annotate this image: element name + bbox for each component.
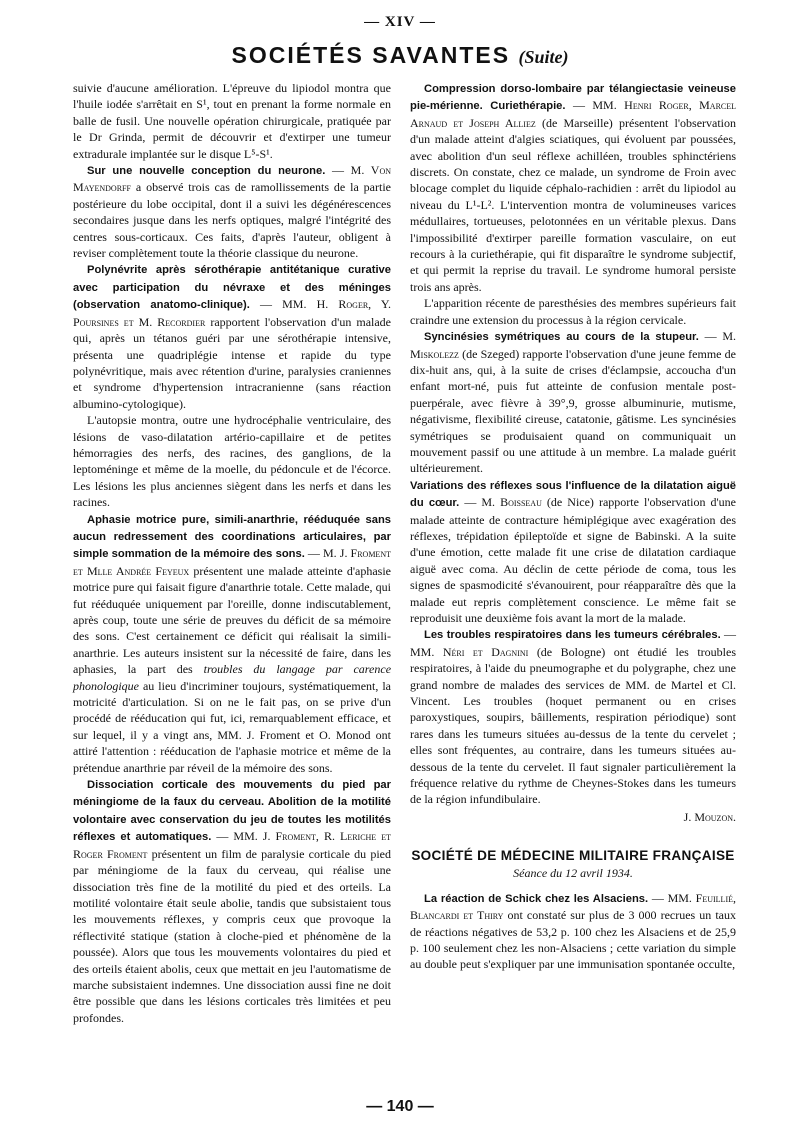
abstract-schick xyxy=(410,890,736,973)
abstract-respiratoires xyxy=(410,626,736,807)
abstract-text: (de Marseille) présentent l'observation d'un malade atteint d'algies sciatiques, qui évoluent par poussées, avec abolition d'un seul réflexe achilléen, troubles sphinctériens discrets. On constate, chez ce malade, un syndrome de Froin avec blocage complet du liquide céphalo-rachidien : arrêt du lipiodol au niveau du L¹-L². L'intervention montra de volumineuses varices médullaires, tortueuses, pelotonnées en un véritable plexus. Dans l'impossibilité d'extirper pareille formation vasculaire, on eut recours à la curiethérapie, qui fit disparaître le syndrome subjectif, et qui permit la reprise du travail. Le syndrome humoral persiste trois ans après. xyxy=(410,115,737,294)
abstract-authors: — M. J. Froment et Mlle Andrée Feyeux xyxy=(73,546,391,578)
abstract-aphasie xyxy=(73,511,391,777)
abstract-title: La réaction de Schick chez les Alsaciens. xyxy=(424,892,649,905)
abstract-italic-term: troubles du langage par carence phonologique xyxy=(73,662,392,693)
abstract-reflexes xyxy=(410,477,736,627)
header-suite: (Suite) xyxy=(518,47,569,67)
header-title: SOCIÉTÉS SAVANTES xyxy=(231,42,511,68)
abstract-authors: — MM. H. Roger, Y. Poursines et M. Recordier xyxy=(73,297,391,329)
running-header xyxy=(0,42,800,69)
abstract-text: présentent une malade atteinte d'aphasie motrice pure qui faisait figure d'anarthrie totale. Cette malade, qui fut rééduquée uniquement par l'oreille, donne indiscutablement, après coup, toute une série de preuves du déficit de sa mémoire des sons. C'est certainement ce déficit qui réalisait la simili-anarthrie. Les auteurs insistent sur la nécessité de faire, dans les aphasies, la part des xyxy=(73,563,391,677)
abstract-title: Variations des réflexes sous l'influence de la dilatation aiguë du cœur. xyxy=(410,479,736,510)
abstract-authors: — M. Von Mayendorff xyxy=(73,163,392,195)
left-column xyxy=(73,80,391,1026)
society-title: SOCIÉTÉ DE MÉDECINE MILITAIRE FRANÇAISE xyxy=(411,848,735,864)
right-column xyxy=(410,80,736,973)
abstract-text: rapportent l'observation d'un malade qui, après un tétanos guéri par une sérothérapie intensive, présenta une quadriplégie intense et rapide du type polynévritique, mais avec rétention d'urine, paralysies craniennes et syndrome d'hypertension intracranienne (sans réaction albumino-cytologique). xyxy=(73,314,392,411)
abstract-neurone xyxy=(73,162,391,261)
abstract-polynevrite-autopsy: L'autopsie montra, outre une hydrocéphalie ventriculaire, des lésions de vaso-dilatation artério-capillaire et de petites hémorragies des nerfs, des racines, des ganglions, de la leptoméninge et même de la moelle, du pédoncule et de l'écorce. Les lésions les plus anciennes siègent dans les nerfs et dans les racines. xyxy=(73,413,391,510)
abstract-authors: — M. Boisseau xyxy=(464,495,542,510)
abstract-authors: — MM. Henri Roger, Marcel Arnaud et Joseph Alliez xyxy=(410,98,737,130)
abstract-text: (de Szeged) rapporte l'observation d'une jeune femme de dix-huit ans, qui, à la suite de crises d'éclampsie, accoucha d'un enfant mort-né, puis fut atteinte de confusion mentale post-puerpérale, avec fièvre à 39°,9, grosse albuminurie, mutisme, négativisme, flexibilité cireuse, catatonie, gâtisme. Les syncinésies symétriques se produisaient quand on communiquait un mouvement passif ou une attitude à un membre. La malade guérit ultérieurement. xyxy=(410,346,736,476)
signature: J. Mouzon. xyxy=(683,809,736,824)
abstract-compression-followup: L'apparition récente de paresthésies des membres supérieurs fait craindre une extension du processus à la région cervicale. xyxy=(410,296,736,327)
abstract-syncinesies xyxy=(410,328,736,477)
abstract-title: Aphasie motrice pure, simili-anarthrie, rééduquée sans aucun redressement des coordinations articulaires, par simple sommation de la mémoire des sons. xyxy=(73,513,391,561)
abstract-text: a observé trois cas de ramollissements de la partie postérieure du lobe occipital, dont il a suivi les dégénérescences secondaires jusque dans les nerfs optiques, malgré l'intégrité des centres sous-corticaux. Ces faits, d'après l'auteur, obligent à reviser complètement toute la théorie classique du neurone. xyxy=(73,180,391,261)
abstract-text-continued: au lieu d'incriminer toujours, systématiquement, la motricité d'articulation. Si on ne le fait pas, on se prive d'un procédé de rééducation qui fut, ici, remarquablement efficace, et sur lequel, il y a vingt ans, MM. J. Froment et O. Monod ont attiré l'attention : rééducation de l'aphasie motrice et même de la prétendue anarthrie par réveil de la mémoire des sons. xyxy=(73,678,391,775)
abstract-text: présentent un film de paralysie corticale du pied par méningiome de la faux du cerveau, qui réalise une dissociation très fine de la motilité du pied et des orteils. La motilité volontaire était seule abolie, tandis que subsistaient tous les mouvements réflexes, y compris ceux que provoque la réflectivité statique (station à cloche-pied et phénomène de la poussée). Alors que tous les mouvements volontaires du pied et des orteils étaient abolis, ceux que mettait en jeu l'automatisme de marche subsistaient indemnes. Une dissociation aussi fine ne doit être possible que dans les lésions corticales très limitées et peu profondes. xyxy=(73,846,392,1025)
abstract-title: Sur une nouvelle conception du neurone. xyxy=(87,165,326,178)
abstract-polynevrite xyxy=(73,261,391,412)
abstract-authors: — MM. J. Froment, R. Leriche et Roger Froment xyxy=(73,829,391,861)
abstract-title: Dissociation corticale des mouvements du pied par méningiome de la faux du cerveau. Abolition de la motilité volontaire avec conservation du jeu de toutes les motilités réflexes et automatiques. xyxy=(73,779,391,844)
seance-date: Séance du 12 avril 1934. xyxy=(513,866,633,881)
abstract-authors: — M. Miskolezz xyxy=(410,329,737,361)
abstract-authors: — MM. Feuillié, Blancardi et Thiry xyxy=(410,890,736,923)
abstract-title: Compression dorso-lombaire par télangiectasie veineuse pie-mérienne. Curiethérapie. xyxy=(410,83,736,113)
page-roman-numeral: — XIV — xyxy=(364,14,436,30)
abstract-authors: — MM. Néri et Dagnini xyxy=(410,627,737,659)
abstract-dissociation xyxy=(73,776,391,1026)
abstract-text: (de Bologne) ont étudié les troubles respiratoires, à l'aide du pneumographe et du polygraphe, chez une grand nombre de malades des services de MM. de Martel et Cl. Vincent. Les troubles (hoquet permanent ou en crises paroxystiques, soupirs, bâillements, respiration périodique) sont rares dans les tumeurs situées au-dessus de la tente du cervelet ; elles sont fréquentes, au contraire, dans les tumeurs situées au-dessous de la tente du cervelet. Il faut signaler particulièrement la fréquence relative du rythme de Cheynes-Stokes dans les tumeurs de la région infundibulaire. xyxy=(410,644,736,807)
continued-paragraph: suivie d'aucune amélioration. L'épreuve du lipiodol montra que l'huile iodée s'arrêtait en S¹, tout en prenant la forme normale en balle de fusil. Une nouvelle opération chirurgicale, pratiquée par le Dr Grinda, permit de découvrir et d'extirper une tumeur extradurale implantée sur le disque L⁵-S¹. xyxy=(73,81,391,161)
abstract-text: (de Nice) rapporte l'observation d'une malade atteinte de contracture hémiplégique avec exagération des réflexes, trépidation épileptoïde et signe de Babinski. A la suite d'une émotion, cette malade fit une crise de dilatation cardiaque aiguë avec coma. Au déclin de cette période de coma, tous les signes de spasmodicité s'évanouirent, pour réapparaître dès que la malade eut repris complètement conscience. Le même fait se reproduisit une deuxième fois avant la mort de la malade. xyxy=(410,495,737,625)
abstract-title: Les troubles respiratoires dans les tumeurs cérébrales. xyxy=(424,629,721,642)
abstract-text: ont constaté sur plus de 3 000 recrues un taux de réactions négatives de 53,2 p. 100 chez les Alsaciens et de 25,9 p. 100 seulement chez les non-Alsaciens ; cette variation du simple au double peut s'expliquer par une immunisation spontanée occulte, xyxy=(410,908,736,972)
page-number: — 140 — xyxy=(366,1098,434,1115)
abstract-title: Syncinésies symétriques au cours de la stupeur. xyxy=(424,331,699,344)
abstract-title: Polynévrite après sérothérapie antitétanique curative avec participation du névraxe et des méninges (observation anatomo-clinique). xyxy=(73,264,391,312)
abstract-compression xyxy=(410,80,736,295)
